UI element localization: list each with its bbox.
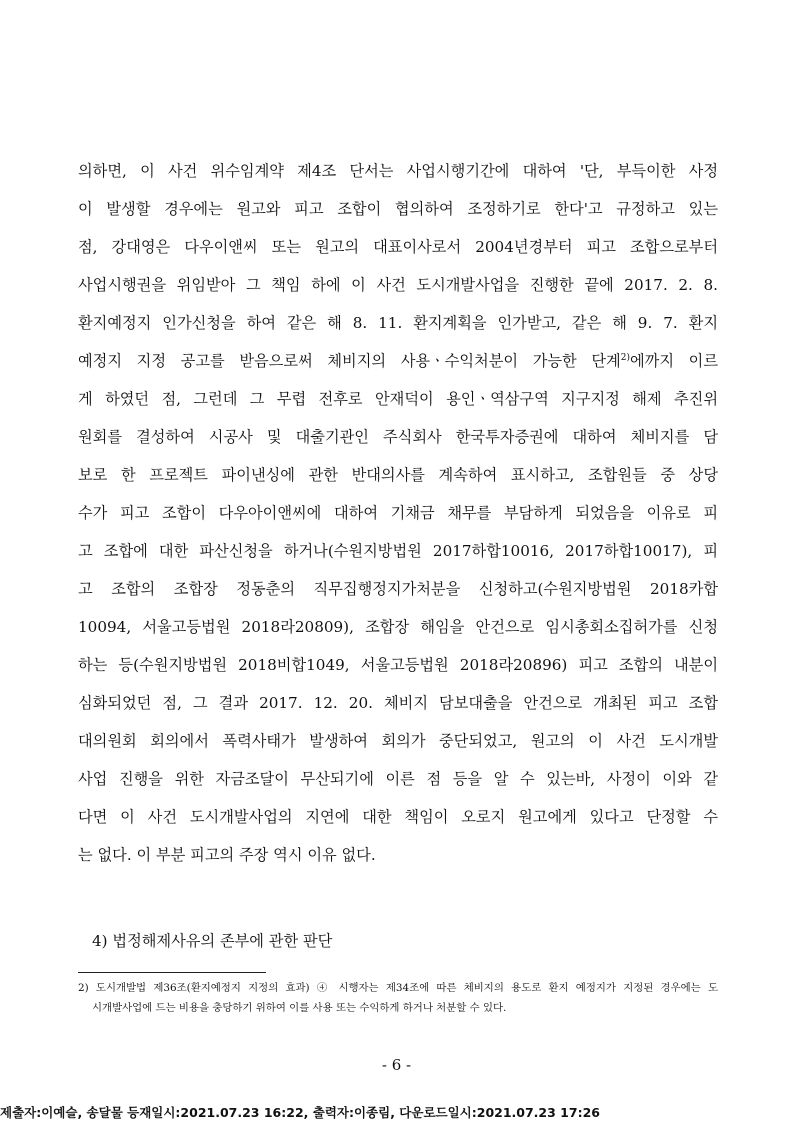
footnote-line: 2) 도시개발법 제36조(환지예정지 지정의 효과) ④ 시행자는 제34조에 따른 체비지의 용도로 환지 예정지가 지정된 경우에는 도 <box>78 982 718 994</box>
paragraph-line: 사업 진행을 위한 자금조달이 무산되기에 이른 점 등을 알 수 있는바, 사정이 이와 같 <box>78 770 718 788</box>
footnote-line: 시개발사업에 드는 비용을 충당하기 위하여 이를 사용 또는 수익하게 하거나 처분할 수 있다. <box>92 1002 507 1014</box>
paragraph-line-tail: 에까지 이르 <box>629 352 718 370</box>
paragraph-line-text: 예정지 지정 공고를 받음으로써 체비지의 사용ㆍ수익처분이 가능한 단계 <box>78 352 621 370</box>
paragraph-line: 환지예정지 인가신청을 하여 같은 해 8. 11. 환지계획을 인가받고, 같은 해 9. 7. 환지 <box>78 314 718 332</box>
paragraph-line: 의하면, 이 사건 위수임계약 제4조 단서는 사업시행기간에 대하여 '단, 부득이한 사정 <box>78 162 718 180</box>
paragraph-line: 원회를 결성하여 시공사 및 대출기관인 주식회사 한국투자증권에 대하여 체비지를 담 <box>78 428 718 446</box>
footnote <box>78 978 718 1018</box>
footnote-divider <box>78 972 266 973</box>
paragraph-line: 고 조합에 대한 파산신청을 하거나(수원지방법원 2017하합10016, 2017하합10017), 피 <box>78 542 718 560</box>
paragraph-line: 하는 등(수원지방법원 2018비합1049, 서울고등법원 2018라20896) 피고 조합의 내분이 <box>78 656 718 674</box>
download-footer: 제출자:이예슬, 송달물 등재일시:2021.07.23 16:22, 출력자:이종림, 다운로드일시:2021.07.23 17:26 <box>0 1105 600 1120</box>
paragraph-line: 점, 강대영은 다우이앤씨 또는 원고의 대표이사로서 2004년경부터 피고 조합으로부터 <box>78 238 718 256</box>
paragraph-line: 게 하였던 점, 그런데 그 무렵 전후로 안재덕이 용인ㆍ역삼구역 지구지정 해제 추진위 <box>78 390 718 408</box>
footnote-ref: 2) <box>620 352 630 363</box>
paragraph-line: 이 발생할 경우에는 원고와 피고 조합이 협의하여 조정하기로 한다'고 규정하고 있는 <box>78 200 718 218</box>
paragraph-line: 다면 이 사건 도시개발사업의 지연에 대한 책임이 오로지 원고에게 있다고 단정할 수 <box>78 808 718 826</box>
paragraph-line: 보로 한 프로젝트 파이낸싱에 관한 반대의사를 계속하여 표시하고, 조합원들 중 상당 <box>78 466 718 484</box>
paragraph-line: 고 조합의 조합장 정동춘의 직무집행정지가처분을 신청하고(수원지방법원 2018카합 <box>78 580 718 598</box>
paragraph-line: 심화되었던 점, 그 결과 2017. 12. 20. 체비지 담보대출을 안건으로 개최된 피고 조합 <box>78 694 718 712</box>
page-number: - 6 - <box>381 1056 412 1074</box>
paragraph-line: 사업시행권을 위임받아 그 책임 하에 이 사건 도시개발사업을 진행한 끝에 2017. 2. 8. <box>78 276 718 294</box>
paragraph-line: 10094, 서울고등법원 2018라20809), 조합장 해임을 안건으로 임시총회소집허가를 신청 <box>78 618 718 636</box>
paragraph-line-with-footnote <box>78 350 718 372</box>
paragraph-line: 는 없다. 이 부분 피고의 주장 역시 이유 없다. <box>78 846 376 864</box>
paragraph-line: 수가 피고 조합이 다우아이앤씨에 대하여 기채금 채무를 부담하게 되었음을 이유로 피 <box>78 504 718 522</box>
paragraph-line: 대의원회 회의에서 폭력사태가 발생하여 회의가 중단되었고, 원고의 이 사건 도시개발 <box>78 732 718 750</box>
section-heading: 4) 법정해제사유의 존부에 관한 판단 <box>92 932 333 950</box>
